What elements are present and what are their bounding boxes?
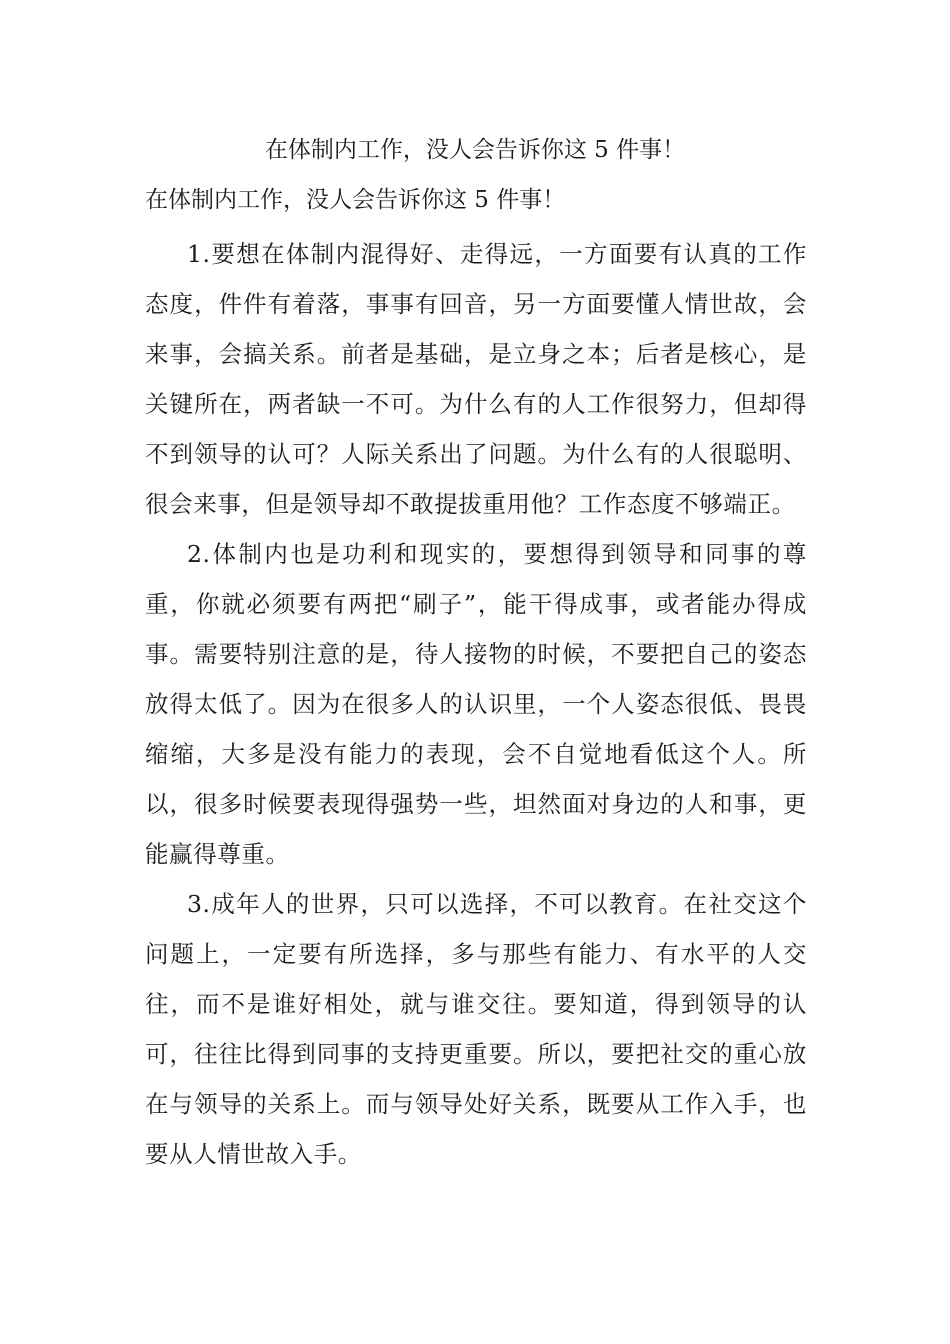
document-subtitle: 在体制内工作，没人会告诉你这 5 件事！ — [145, 187, 566, 213]
document-body — [145, 229, 807, 1179]
paragraph-2: 2.体制内也是功利和现实的，要想得到领导和同事的尊重，你就必须要有两把“刷子”，能干得成事，或者能办得成事。需要特别注意的是，待人接物的时候，不要把自己的姿态放得太低了。因为在很多人的认识里，一个人姿态很低、畏畏缩缩，大多是没有能力的表现，会不自觉地看低这个人。所以，很多时候要表现得强势一些，坦然面对身边的人和事，更能赢得尊重。 — [145, 540, 807, 868]
document-title: 在体制内工作，没人会告诉你这 5 件事！ — [264, 137, 686, 163]
paragraph-3: 3.成年人的世界，只可以选择，不可以教育。在社交这个问题上，一定要有所选择，多与那些有能力、有水平的人交往，而不是谁好相处，就与谁交往。要知道，得到领导的认可，往往比得到同事的支持更重要。所以，要把社交的重心放在与领导的关系上。而与领导处好关系，既要从工作入手，也要从人情世故入手。 — [145, 890, 807, 1168]
paragraph-1: 1.要想在体制内混得好、走得远，一方面要有认真的工作态度，件件有着落，事事有回音，另一方面要懂人情世故，会来事，会搞关系。前者是基础，是立身之本；后者是核心，是关键所在，两者缺一不可。为什么有的人工作很努力，但却得不到领导的认可？人际关系出了问题。为什么有的人很聪明、很会来事，但是领导却不敢提拔重用他？工作态度不够端正。 — [145, 240, 807, 518]
